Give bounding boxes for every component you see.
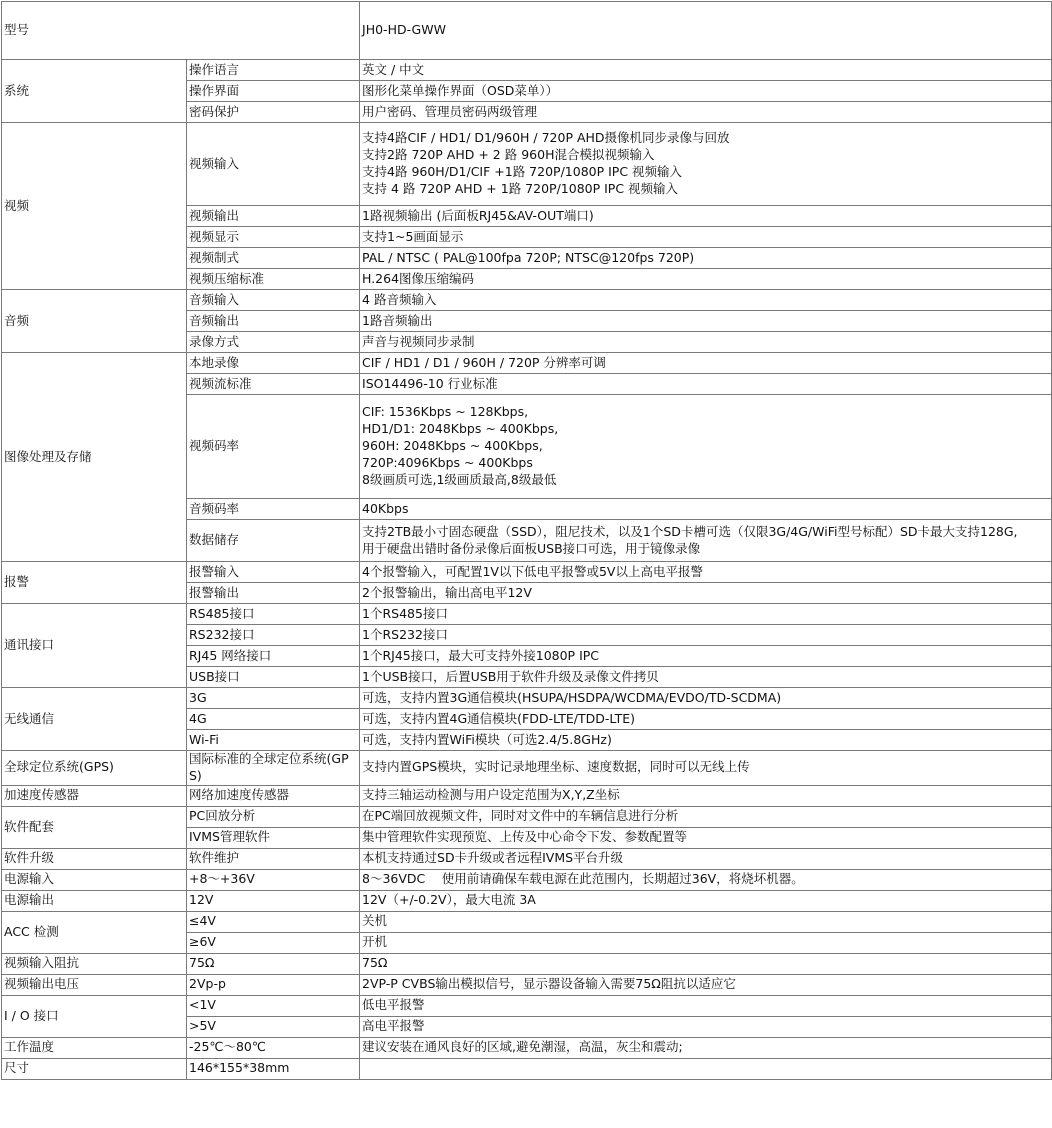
spec-value (360, 827, 1052, 848)
spec-key: 3G (187, 688, 360, 709)
section-name: 报警 (2, 562, 187, 604)
spec-row (2, 974, 1052, 995)
spec-value (360, 995, 1052, 1016)
spec-row (2, 1037, 1052, 1058)
spec-value (360, 869, 1052, 890)
spec-value-line: 用户密码、管理员密码两级管理 (362, 103, 538, 119)
section-name: 加速度传感器 (2, 785, 187, 806)
spec-key: RS485接口 (187, 604, 360, 625)
spec-key: 操作界面 (187, 81, 360, 102)
spec-value (360, 1037, 1052, 1058)
spec-value-line: 40Kbps (362, 500, 409, 516)
spec-value (360, 227, 1052, 248)
spec-key: 密码保护 (187, 102, 360, 123)
spec-row (2, 869, 1052, 890)
spec-value (360, 953, 1052, 974)
spec-value (360, 269, 1052, 290)
spec-value-line: 75Ω (362, 955, 388, 971)
spec-value-line: 2个报警输出，输出高电平12V (362, 584, 532, 600)
spec-key: -25℃～80℃ (187, 1037, 360, 1058)
spec-value-line: 本机支持通过SD卡升级或者远程IVMS平台升级 (362, 850, 624, 866)
spec-value-line: 960H: 2048Kbps ~ 400Kbps, (362, 438, 543, 454)
spec-key: >5V (187, 1016, 360, 1037)
spec-value (360, 751, 1052, 786)
spec-value (360, 667, 1052, 688)
spec-value-line: 用于硬盘出错时备份录像后面板USB接口可选，用于镜像录像 (362, 540, 701, 556)
spec-row (2, 911, 1052, 932)
spec-value-line: 720P:4096Kbps ~ 400Kbps (362, 454, 533, 470)
spec-key: PC回放分析 (187, 806, 360, 827)
spec-key: 报警输入 (187, 562, 360, 583)
spec-value-line: 建议安装在通风良好的区域,避免潮湿，高温，灰尘和震动; (362, 1039, 683, 1055)
spec-key: 音频码率 (187, 499, 360, 520)
spec-value-line: 支持2路 720P AHD + 2 路 960H混合模拟视频输入 (362, 147, 655, 163)
spec-value-line: 8～36VDC 使用前请确保车载电源在此范围内，长期超过36V，将烧坏机器。 (362, 871, 804, 887)
spec-row (2, 751, 1052, 786)
spec-value (360, 353, 1052, 374)
section-name: ACC 检测 (2, 911, 187, 953)
spec-value-line: 1路视频输出 (后面板RJ45&AV-OUT端口) (362, 207, 594, 223)
spec-key: 视频输入 (187, 123, 360, 206)
spec-value-line: 4 路音频输入 (362, 291, 437, 307)
spec-value (360, 1016, 1052, 1037)
spec-value (360, 646, 1052, 667)
spec-value-line: CIF / HD1 / D1 / 960H / 720P 分辨率可调 (362, 354, 606, 370)
spec-key: 75Ω (187, 953, 360, 974)
spec-row (2, 953, 1052, 974)
spec-value-line: 低电平报警 (362, 997, 425, 1013)
spec-key: USB接口 (187, 667, 360, 688)
spec-value-line: 1个RS485接口 (362, 605, 448, 621)
spec-value (360, 60, 1052, 81)
spec-value (360, 332, 1052, 353)
spec-value-line: 支持 4 路 720P AHD + 1路 720P/1080P IPC 视频输入 (362, 180, 679, 196)
spec-key: 视频显示 (187, 227, 360, 248)
spec-value (360, 520, 1052, 562)
section-name: 视频输出电压 (2, 974, 187, 995)
spec-value (360, 123, 1052, 206)
spec-value (360, 806, 1052, 827)
spec-value-line: 支持2TB最小寸固态硬盘（SSD），阻尼技术，以及1个SD卡槽可选（仅限3G/4G/WiFi型号标配）SD卡最大支持128G, (362, 523, 1018, 539)
spec-value-line: 英文 / 中文 (362, 61, 425, 77)
spec-row (2, 123, 1052, 206)
spec-value-line: 可选，支持内置WiFi模块（可选2.4/5.8GHz) (362, 731, 612, 747)
spec-key: 软件维护 (187, 848, 360, 869)
spec-table-body (2, 2, 1052, 1080)
spec-value-line: 12V（+/-0.2V），最大电流 3A (362, 892, 536, 908)
spec-value (360, 604, 1052, 625)
spec-value (360, 583, 1052, 604)
spec-row (2, 353, 1052, 374)
spec-key: ≥6V (187, 932, 360, 953)
spec-key: 本地录像 (187, 353, 360, 374)
section-name: 视频 (2, 123, 187, 290)
spec-value-line: 可选，支持内置3G通信模块(HSUPA/HSDPA/WCDMA/EVDO/TD-SCDMA) (362, 689, 782, 705)
spec-value-line: 8级画质可选,1级画质最高,8级最低 (362, 471, 557, 487)
spec-value (360, 890, 1052, 911)
spec-key: 146*155*38mm (187, 1058, 360, 1079)
spec-key: 2Vp-p (187, 974, 360, 995)
spec-value-line: 在PC端回放视频文件，同时对文件中的车辆信息进行分析 (362, 808, 679, 824)
spec-row (2, 806, 1052, 827)
section-name: 图像处理及存储 (2, 353, 187, 562)
spec-value (360, 1058, 1052, 1079)
spec-value-line: 支持内置GPS模块，实时记录地理坐标、速度数据，同时可以无线上传 (362, 759, 750, 775)
spec-table (1, 1, 1052, 1080)
section-name: 通讯接口 (2, 604, 187, 688)
spec-value-line: 支持4路 960H/D1/CIF +1路 720P/1080P IPC 视频输入 (362, 164, 683, 179)
spec-value-line: CIF: 1536Kbps ~ 128Kbps, (362, 404, 529, 420)
spec-value-line: 1个RJ45接口，最大可支持外接1080P IPC (362, 647, 600, 663)
spec-key: IVMS管理软件 (187, 827, 360, 848)
spec-key: 视频制式 (187, 248, 360, 269)
spec-row (2, 688, 1052, 709)
spec-value (360, 625, 1052, 646)
spec-value (360, 688, 1052, 709)
spec-value-line: 关机 (362, 913, 388, 929)
model-label: 型号 (2, 2, 360, 60)
spec-key: RJ45 网络接口 (187, 646, 360, 667)
section-name: 无线通信 (2, 688, 187, 751)
spec-row (2, 1058, 1052, 1079)
section-name: 视频输入阻抗 (2, 953, 187, 974)
section-name: 音频 (2, 290, 187, 353)
spec-key: 12V (187, 890, 360, 911)
model-value: JH0-HD-GWW (360, 2, 1052, 60)
spec-value-line: 图形化菜单操作界面（OSD菜单）） (362, 82, 559, 98)
spec-key: 视频输出 (187, 206, 360, 227)
spec-value-line: 支持三轴运动检测与用户设定范围为X,Y,Z坐标 (362, 787, 620, 803)
section-name: 软件配套 (2, 806, 187, 848)
section-name: 软件升级 (2, 848, 187, 869)
spec-row (2, 995, 1052, 1016)
spec-key: 视频流标准 (187, 374, 360, 395)
spec-row (2, 604, 1052, 625)
spec-row (2, 890, 1052, 911)
spec-value (360, 785, 1052, 806)
spec-value-line: 支持1~5画面显示 (362, 228, 464, 244)
spec-value (360, 81, 1052, 102)
section-name: 全球定位系统(GPS) (2, 751, 187, 786)
spec-key: 音频输入 (187, 290, 360, 311)
section-name: 电源输出 (2, 890, 187, 911)
spec-key: Wi-Fi (187, 730, 360, 751)
spec-value (360, 290, 1052, 311)
spec-value (360, 206, 1052, 227)
spec-value-line: 声音与视频同步录制 (362, 333, 475, 349)
spec-key: 录像方式 (187, 332, 360, 353)
section-name: 工作温度 (2, 1037, 187, 1058)
spec-value (360, 974, 1052, 995)
spec-value-line: 1个RS232接口 (362, 626, 448, 642)
spec-key: <1V (187, 995, 360, 1016)
spec-row (2, 290, 1052, 311)
section-name: 尺寸 (2, 1058, 187, 1079)
spec-value-line: 4个报警输入，可配置1V以下低电平报警或5V以上高电平报警 (362, 563, 703, 579)
spec-value (360, 562, 1052, 583)
spec-value-line: HD1/D1: 2048Kbps ~ 400Kbps, (362, 421, 559, 437)
spec-key: 报警输出 (187, 583, 360, 604)
spec-value-line: 1个USB接口，后置USB用于软件升级及录像文件拷贝 (362, 668, 659, 684)
spec-key: 视频码率 (187, 395, 360, 499)
spec-value-line: 开机 (362, 934, 388, 950)
model-row (2, 2, 1052, 60)
spec-value (360, 709, 1052, 730)
spec-value-line: ISO14496-10 行业标准 (362, 375, 498, 391)
spec-value-line: PAL / NTSC ( PAL@100fpa 720P; NTSC@120fps 720P) (362, 249, 695, 265)
spec-value (360, 848, 1052, 869)
spec-value-line: 1路音频输出 (362, 312, 433, 328)
spec-value (360, 374, 1052, 395)
spec-key: 数据储存 (187, 520, 360, 562)
spec-value-line: 2VP-P CVBS输出模拟信号，显示器设备输入需要75Ω阻抗以适应它 (362, 976, 736, 992)
spec-value (360, 499, 1052, 520)
spec-row (2, 562, 1052, 583)
spec-key: 音频输出 (187, 311, 360, 332)
spec-value (360, 932, 1052, 953)
section-name: 电源输入 (2, 869, 187, 890)
spec-key: 操作语言 (187, 60, 360, 81)
spec-key: 4G (187, 709, 360, 730)
spec-value (360, 311, 1052, 332)
section-name: 系统 (2, 60, 187, 123)
spec-value (360, 248, 1052, 269)
spec-key: RS232接口 (187, 625, 360, 646)
spec-key: 视频压缩标准 (187, 269, 360, 290)
spec-key: +8～+36V (187, 869, 360, 890)
spec-value-line: 支持4路CIF / HD1/ D1/960H / 720P AHD摄像机同步录像与回放 (362, 130, 730, 146)
spec-value (360, 730, 1052, 751)
spec-value-line: 可选，支持内置4G通信模块(FDD-LTE/TDD-LTE) (362, 710, 636, 726)
spec-row (2, 785, 1052, 806)
spec-value-line: 高电平报警 (362, 1018, 425, 1034)
section-name: I / O 接口 (2, 995, 187, 1037)
spec-key: 国际标准的全球定位系统(GPS) (187, 751, 360, 786)
spec-value-line: 集中管理软件实现预览、上传及中心命令下发、参数配置等 (362, 829, 688, 845)
spec-value (360, 911, 1052, 932)
spec-key: 网络加速度传感器 (187, 785, 360, 806)
spec-value-line: H.264图像压缩编码 (362, 270, 475, 286)
spec-row (2, 60, 1052, 81)
spec-row (2, 848, 1052, 869)
spec-value (360, 102, 1052, 123)
spec-value (360, 395, 1052, 499)
spec-key: ≤4V (187, 911, 360, 932)
